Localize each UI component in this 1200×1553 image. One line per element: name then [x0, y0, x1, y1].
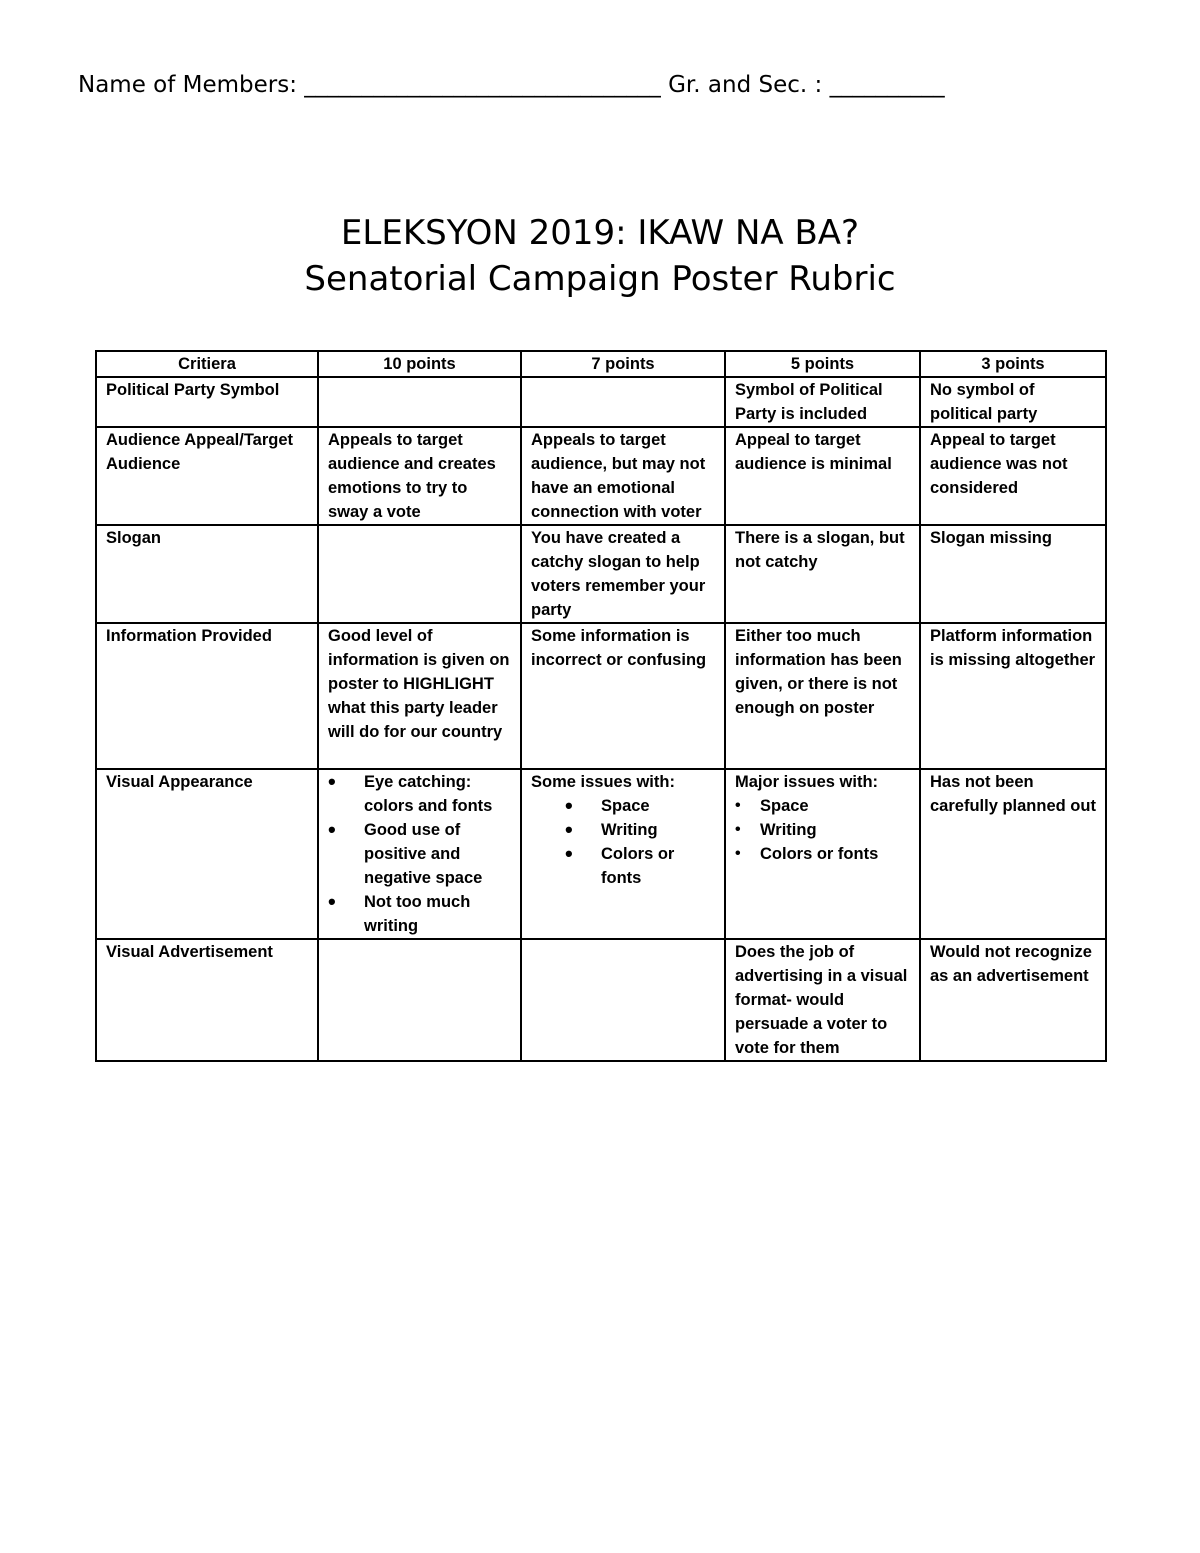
- score-cell-10: [318, 377, 521, 427]
- table-row: [96, 769, 1106, 939]
- score-cell-3: Platform information is missing altogether: [920, 623, 1106, 769]
- criteria-cell: Visual Advertisement: [96, 939, 318, 1061]
- score-cell-7: You have created a catchy slogan to help voters remember your party: [521, 525, 725, 623]
- document-subtitle: Senatorial Campaign Poster Rubric: [304, 259, 896, 299]
- score-cell-3: Would not recognize as an advertisement: [920, 939, 1106, 1061]
- score-cell-5: Symbol of Political Party is included: [725, 377, 920, 427]
- column-header-7-points: 7 points: [521, 351, 725, 377]
- score-cell-5: There is a slogan, but not catchy: [725, 525, 920, 623]
- list-intro: Some issues with:: [531, 773, 675, 791]
- table-row: [96, 377, 1106, 427]
- section-blank[interactable]: __________: [829, 72, 945, 98]
- table-row: [96, 623, 1106, 769]
- section-label: Gr. and Sec. :: [668, 72, 823, 98]
- list-item: • Colors or fonts: [531, 842, 716, 890]
- score-cell-5: Does the job of advertising in a visual format- would persuade a voter to vote for them: [725, 939, 920, 1061]
- score-cell-5: Appeal to target audience is minimal: [725, 427, 920, 525]
- header-line: [78, 72, 945, 98]
- score-cell-10: Appeals to target audience and creates emotions to try to sway a vote: [318, 427, 521, 525]
- criteria-cell: Visual Appearance: [96, 769, 318, 939]
- score-cell-7: Appeals to target audience, but may not have an emotional connection with voter: [521, 427, 725, 525]
- column-header-criteria: Critiera: [96, 351, 318, 377]
- score-cell-3: No symbol of political party: [920, 377, 1106, 427]
- score-cell-7: Some information is incorrect or confusing: [521, 623, 725, 769]
- score-cell-5: [725, 769, 920, 939]
- table-row: [96, 939, 1106, 1061]
- score-cell-3: Has not been carefully planned out: [920, 769, 1106, 939]
- table-row: [96, 427, 1106, 525]
- column-header-5-points: 5 points: [725, 351, 920, 377]
- score-cell-7: [521, 769, 725, 939]
- list-item: • Eye catching: colors and fonts: [328, 770, 512, 818]
- bullet-list: [328, 770, 512, 938]
- score-cell-7: [521, 939, 725, 1061]
- document-title: ELEKSYON 2019: IKAW NA BA?: [340, 213, 860, 253]
- list-item: • Writing: [531, 818, 716, 842]
- criteria-cell: Information Provided: [96, 623, 318, 769]
- column-header-10-points: 10 points: [318, 351, 521, 377]
- bullet-list: [735, 794, 911, 866]
- list-item: • Writing: [735, 818, 911, 842]
- list-item: • Space: [735, 794, 911, 818]
- list-item: • Good use of positive and negative space: [328, 818, 512, 890]
- score-cell-10: [318, 525, 521, 623]
- bullet-list: [531, 794, 716, 890]
- list-item: • Colors or fonts: [735, 842, 911, 866]
- score-cell-10: Good level of information is given on poster to HIGHLIGHT what this party leader will do for our country: [318, 623, 521, 769]
- header-row: [96, 351, 1106, 377]
- table-row: [96, 525, 1106, 623]
- rubric-table: [95, 350, 1107, 1062]
- score-cell-7: [521, 377, 725, 427]
- members-blank[interactable]: _______________________________: [304, 72, 661, 98]
- list-intro: Major issues with:: [735, 773, 879, 791]
- members-label: Name of Members:: [78, 72, 297, 98]
- title-block: [0, 210, 1200, 302]
- list-item: • Not too much writing: [328, 890, 512, 938]
- criteria-cell: Political Party Symbol: [96, 377, 318, 427]
- criteria-cell: Audience Appeal/Target Audience: [96, 427, 318, 525]
- column-header-3-points: 3 points: [920, 351, 1106, 377]
- score-cell-5: Either too much information has been given, or there is not enough on poster: [725, 623, 920, 769]
- score-cell-3: Slogan missing: [920, 525, 1106, 623]
- criteria-cell: Slogan: [96, 525, 318, 623]
- list-item: • Space: [531, 794, 716, 818]
- score-cell-3: Appeal to target audience was not considered: [920, 427, 1106, 525]
- score-cell-10: [318, 939, 521, 1061]
- score-cell-10: [318, 769, 521, 939]
